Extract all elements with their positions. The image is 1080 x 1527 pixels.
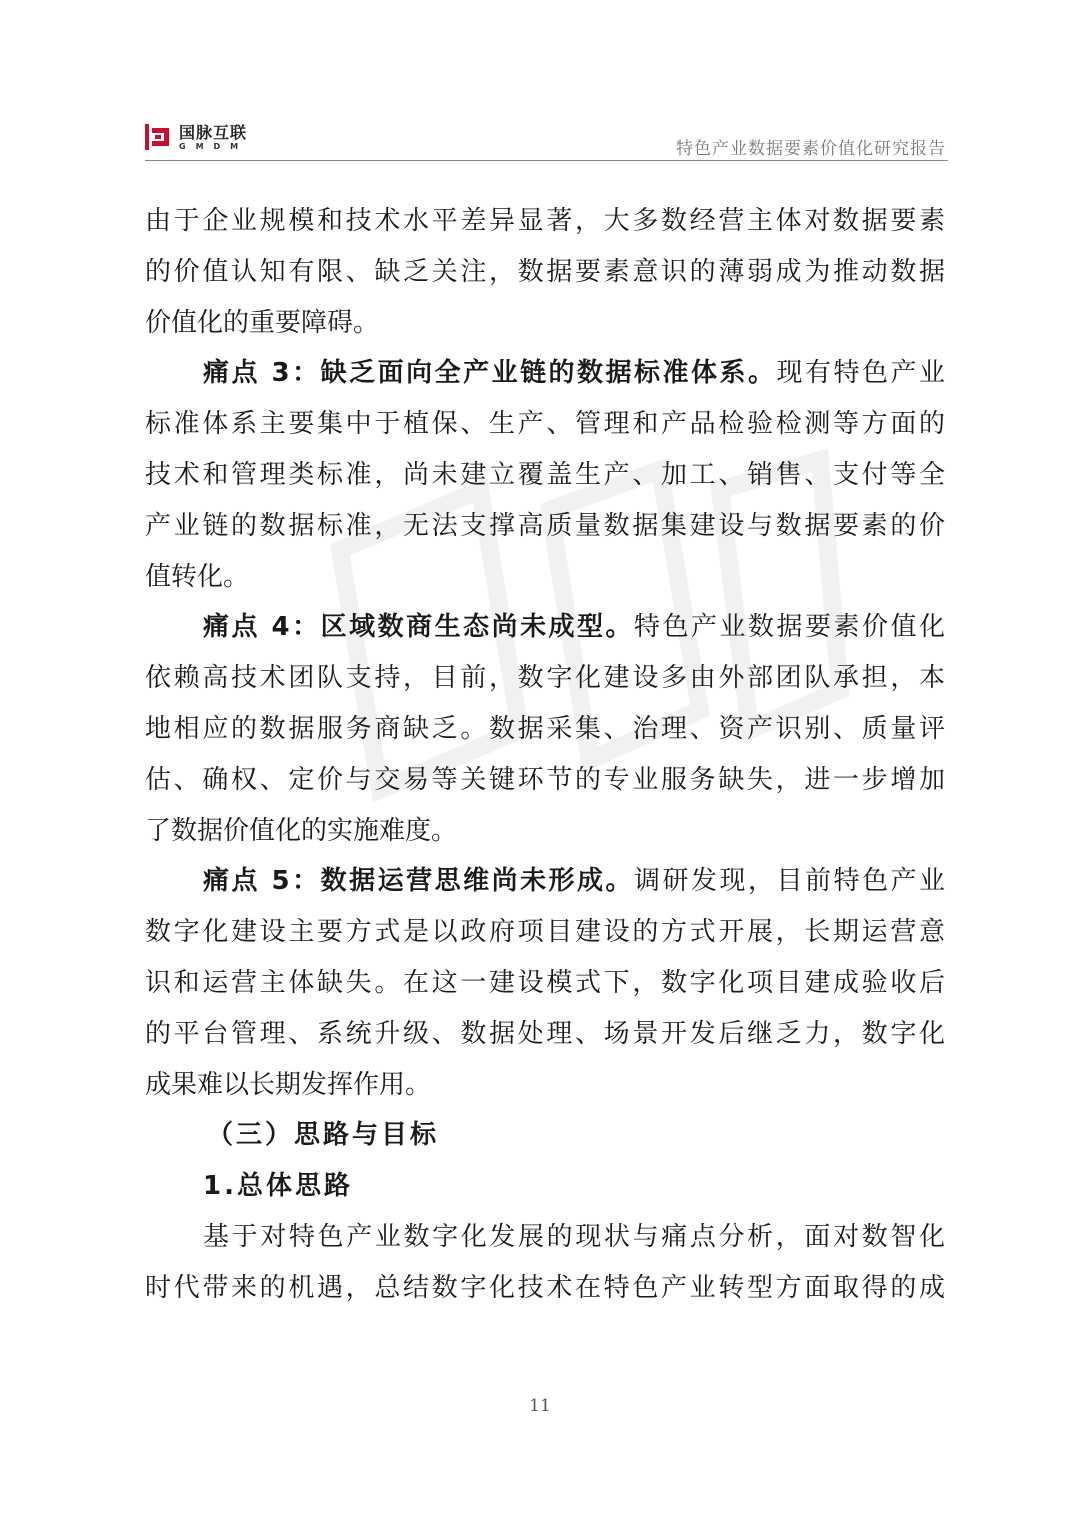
text-line: 由于企业规模和技术水平差异显著，大多数经营主体对数据要素 bbox=[145, 206, 945, 236]
text-line: 估、确权、定价与交易等关键环节的专业服务缺失，进一步增加 bbox=[145, 764, 945, 795]
report-title: 特色产业数据要素价值化研究报告 bbox=[676, 139, 946, 159]
paragraph-overall-approach bbox=[145, 1212, 945, 1314]
pain-point-title: 痛点 5：数据运营思维尚未形成。 bbox=[203, 866, 635, 897]
text-line bbox=[145, 348, 945, 399]
page-header bbox=[145, 120, 948, 161]
text-line: 值转化。 bbox=[145, 561, 250, 592]
page-number: 11 bbox=[529, 1396, 551, 1416]
paragraph-pain-point-3 bbox=[145, 348, 945, 602]
text-line: 地相应的数据服务商缺乏。数据采集、治理、资产识别、质量评 bbox=[145, 713, 945, 744]
company-logo bbox=[145, 124, 248, 154]
section-heading: （三）思路与目标 bbox=[207, 1120, 440, 1151]
paragraph-pain-point-5 bbox=[145, 856, 945, 1110]
text-line: 的价值认知有限、缺乏关注，数据要素意识的薄弱成为推动数据 bbox=[145, 256, 945, 287]
text-line: 成果难以长期发挥作用。 bbox=[145, 1069, 432, 1100]
text-line: 标准体系主要集中于植保、生产、管理和产品检验检测等方面的 bbox=[145, 409, 945, 440]
text-line: 产业链的数据标准，无法支撑高质量数据集建设与数据要素的价 bbox=[145, 510, 945, 541]
text-line: 识和运营主体缺失。在这一建设模式下，数字化项目建成验收后 bbox=[145, 967, 945, 998]
text-line: 数字化建设主要方式是以政府项目建设的方式开展，长期运营意 bbox=[145, 917, 945, 948]
paragraph-intro bbox=[145, 196, 945, 348]
logo-name: 国脉互联 bbox=[179, 123, 248, 142]
text-fragment: 现有特色产业 bbox=[776, 358, 945, 389]
document-body bbox=[145, 196, 945, 1314]
logo-mark-icon bbox=[145, 124, 173, 150]
text-line bbox=[145, 602, 945, 653]
text-line: 时代带来的机遇，总结数字化技术在特色产业转型方面取得的成 bbox=[145, 1272, 945, 1303]
text-line: 技术和管理类标准，尚未建立覆盖生产、加工、销售、支付等全 bbox=[145, 459, 945, 490]
text-line: 基于对特色产业数字化发展的现状与痛点分析，面对数智化 bbox=[203, 1221, 945, 1252]
text-line bbox=[145, 856, 945, 907]
paragraph-pain-point-4 bbox=[145, 602, 945, 856]
pain-point-title: 痛点 4：区域数商生态尚未成型。 bbox=[203, 612, 635, 643]
logo-subtitle: GMDM bbox=[179, 142, 249, 151]
text-fragment: 调研发现，目前特色产业 bbox=[634, 866, 945, 897]
text-line: 的平台管理、系统升级、数据处理、场景开发后继乏力，数字化 bbox=[145, 1018, 945, 1049]
subsection-heading: 1.总体思路 bbox=[203, 1171, 353, 1202]
text-fragment: 特色产业数据要素价值化 bbox=[634, 612, 945, 643]
pain-point-title: 痛点 3：缺乏面向全产业链的数据标准体系。 bbox=[203, 358, 777, 389]
text-line: 依赖高技术团队支持，目前，数字化建设多由外部团队承担，本 bbox=[145, 663, 945, 694]
text-line: 价值化的重要障碍。 bbox=[145, 307, 380, 338]
text-line: 了数据价值化的实施难度。 bbox=[145, 815, 458, 846]
